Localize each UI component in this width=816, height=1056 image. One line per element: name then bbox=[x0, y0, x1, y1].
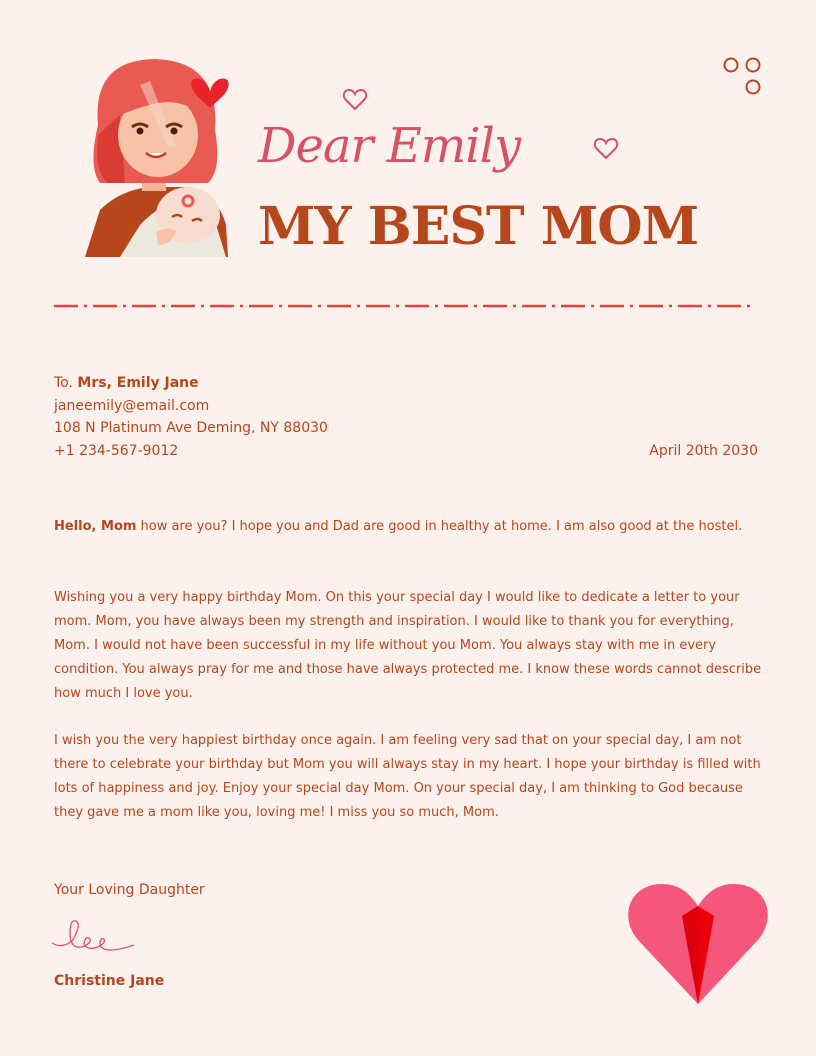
recipient-name: Mrs, Emily Jane bbox=[77, 375, 199, 391]
to-prefix: To. bbox=[54, 375, 73, 391]
greeting-text: Hello, Mom bbox=[54, 519, 137, 534]
dash-dot-divider bbox=[54, 300, 756, 312]
paragraph-1-text: how are you? I hope you and Dad are good in healthy at home. I am also good at the hostel. bbox=[136, 519, 743, 534]
page-title: MY BEST MOM bbox=[258, 196, 699, 257]
heart-decoration-icon bbox=[628, 880, 768, 1006]
closing-line: Your Loving Daughter bbox=[54, 882, 205, 898]
recipient-email[interactable]: janeemily@email.com bbox=[54, 397, 210, 414]
recipient-block bbox=[54, 372, 328, 462]
body-paragraph-2: Wishing you a very happy birthday Mom. On this your special day I would like to dedicate a letter to your mom. Mom, you have always been my strength and inspiration. I would like to thank you for everything, Mom. I would not have been successful in my life without you Mom. You always stay with me in every condition. You always pray for me and those have always protected me. I know these words cannot describe how much I love you. bbox=[54, 590, 762, 701]
heart-outline-icon bbox=[342, 88, 368, 112]
circles-decoration bbox=[720, 55, 764, 99]
recipient-address: 108 N Platinum Ave Deming, NY 88030 bbox=[54, 420, 328, 436]
body-paragraph-1 bbox=[54, 515, 766, 539]
recipient-phone: +1 234-567-9012 bbox=[54, 442, 179, 459]
heart-outline-icon bbox=[593, 137, 619, 161]
mother-baby-illustration bbox=[80, 55, 230, 260]
letter-date: April 20th 2030 bbox=[649, 443, 758, 459]
body-paragraph-3: I wish you the very happiest birthday once again. I am feeling very sad that on your special day, I am not there to celebrate your birthday but Mom you will always stay in my heart. I hope your birthday is filled with lots of happiness and joy. Enjoy your special day Mom. On your special day, I am thinking to God because they gave me a mom like you, loving me! I miss you so much, Mom. bbox=[54, 733, 761, 820]
signature-scribble bbox=[48, 915, 138, 957]
dear-emily-script: Dear Emily bbox=[258, 118, 521, 174]
recipient-name-line bbox=[54, 372, 328, 395]
signer-name: Christine Jane bbox=[54, 973, 165, 989]
